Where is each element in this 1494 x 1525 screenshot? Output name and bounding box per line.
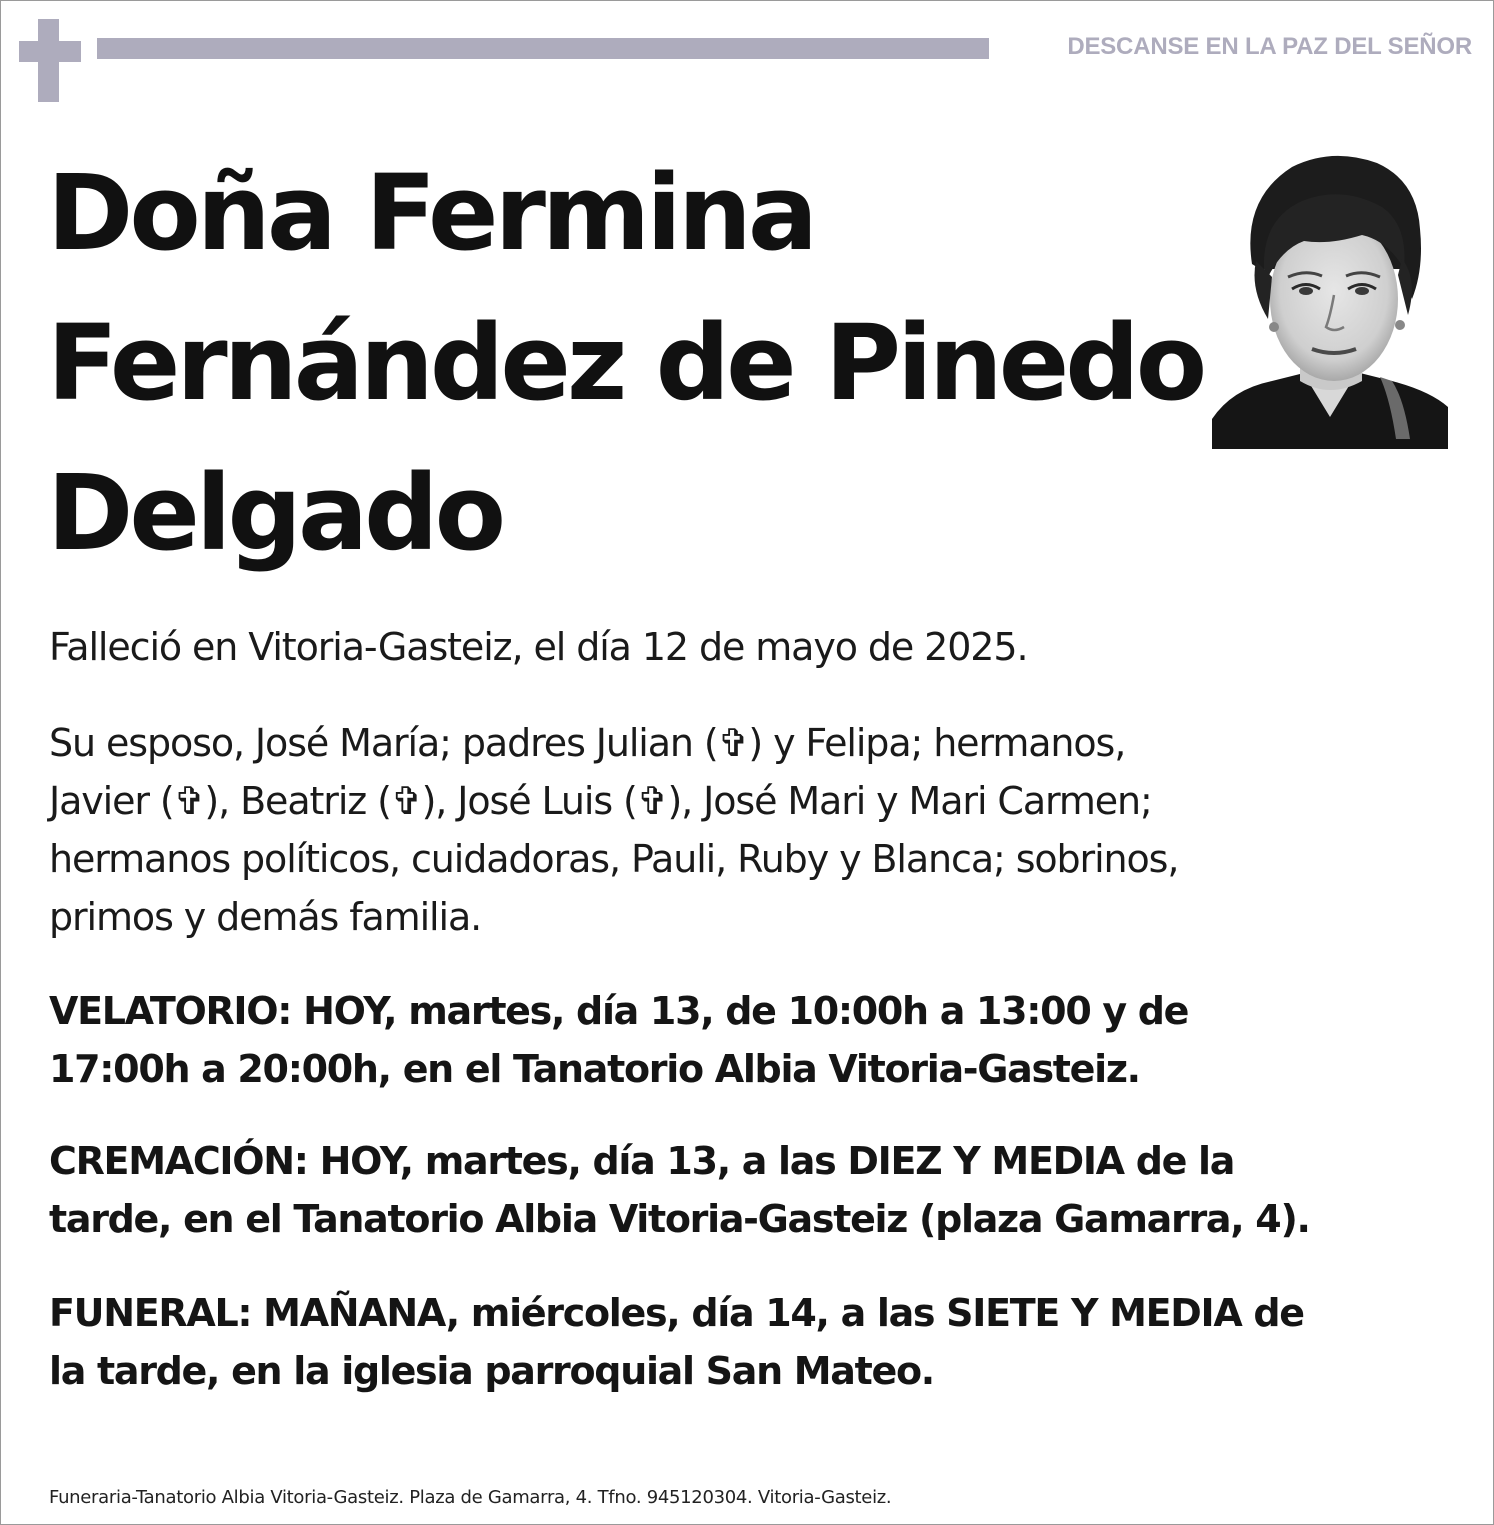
name-line-3: Delgado [47, 452, 503, 574]
wake-paragraph [49, 982, 1469, 1098]
name-line-1: Doña Fermina [47, 152, 815, 274]
cremation-paragraph [49, 1132, 1469, 1248]
death-line [49, 618, 1469, 676]
name-line-2: Fernández de Pinedo [47, 302, 1204, 424]
cremation-line-2: tarde, en el Tanatorio Albia Vitoria-Gasteiz (plaza Gamarra, 4). [49, 1197, 1310, 1241]
wake-line-2: 17:00h a 20:00h, en el Tanatorio Albia Vitoria-Gasteiz. [49, 1047, 1140, 1091]
header-band [97, 38, 989, 59]
wake-line-1: VELATORIO: HOY, martes, día 13, de 10:00h a 13:00 y de [49, 989, 1189, 1033]
funeral-line-1: FUNERAL: MAÑANA, miércoles, día 14, a las SIETE Y MEDIA de [49, 1291, 1304, 1335]
death-line-text: Falleció en Vitoria-Gasteiz, el día 12 de mayo de 2025. [49, 625, 1028, 669]
deceased-name [47, 138, 1204, 588]
family-line-3: hermanos políticos, cuidadoras, Pauli, Ruby y Blanca; sobrinos, [49, 837, 1179, 881]
family-line-4: primos y demás familia. [49, 895, 482, 939]
family-line-1: Su esposo, José María; padres Julian (✞) y Felipa; hermanos, [49, 721, 1126, 765]
header-motto: DESCANSE EN LA PAZ DEL SEÑOR [1067, 33, 1472, 60]
cremation-line-1: CREMACIÓN: HOY, martes, día 13, a las DIEZ Y MEDIA de la [49, 1139, 1235, 1183]
cross-icon [19, 19, 81, 102]
funeral-paragraph [49, 1284, 1469, 1400]
family-line-2: Javier (✞), Beatriz (✞), José Luis (✞), José Mari y Mari Carmen; [49, 779, 1152, 823]
funeral-line-2: la tarde, en la iglesia parroquial San Mateo. [49, 1349, 934, 1393]
portrait-photo [1212, 149, 1448, 449]
funeral-home-footer: Funeraria-Tanatorio Albia Vitoria-Gasteiz. Plaza de Gamarra, 4. Tfno. 945120304. Vitoria-Gasteiz. [49, 1487, 892, 1508]
family-paragraph [49, 714, 1469, 946]
